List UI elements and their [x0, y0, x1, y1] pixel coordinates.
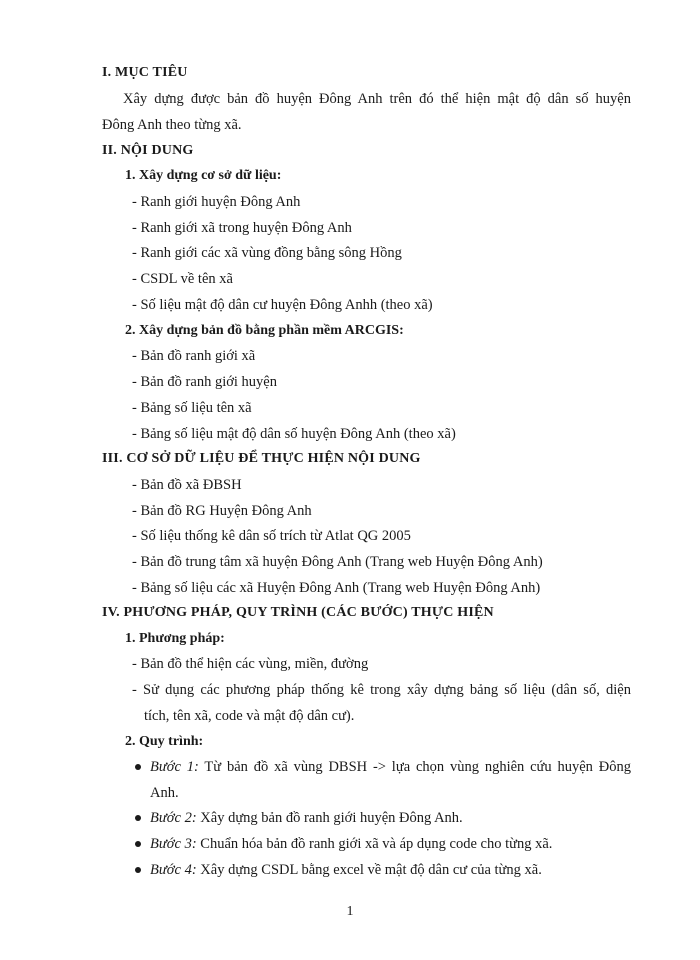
bullet-icon [135, 764, 141, 770]
list-item: - Số liệu mật độ dân cư huyện Đông Anhh (theo xã) [132, 297, 433, 313]
list-item: - Ranh giới huyện Đông Anh [132, 194, 301, 210]
step-text: Chuẩn hóa bản đồ ranh giới xã và áp dụng code cho từng xã. [196, 836, 553, 852]
step-label: Bước 1: [150, 759, 199, 775]
list-item: - Sử dụng các phương pháp thống kê trong xây dựng bảng số liệu (dân số, diện [132, 682, 631, 698]
bullet-icon [135, 867, 141, 873]
list-item: - Bảng số liệu tên xã [132, 400, 252, 416]
step-label: Bước 3: [150, 836, 197, 852]
section-heading-database: III. CƠ SỞ DỮ LIỆU ĐỂ THỰC HIỆN NỘI DUNG [102, 451, 421, 466]
subsection-title-method: 1. Phương pháp: [125, 631, 225, 646]
step-2 [150, 809, 463, 827]
objectives-paragraph-line1: Xây dựng được bản đồ huyện Đông Anh trên đó thể hiện mật độ dân số huyện [123, 91, 631, 107]
list-item: - Bảng số liệu mật độ dân số huyện Đông Anh (theo xã) [132, 426, 456, 442]
step-text: Từ bản đồ xã vùng DBSH -> lựa chọn vùng nghiên cứu huyện Đông [198, 759, 631, 775]
step-1-continuation: Anh. [150, 785, 179, 801]
step-text: Xây dựng bản đồ ranh giới huyện Đông Anh. [196, 810, 463, 826]
list-item: - Bản đồ ranh giới xã [132, 348, 256, 364]
subsection-title-database-build: 1. Xây dựng cơ sở dữ liệu: [125, 168, 282, 183]
list-item: - Ranh giới xã trong huyện Đông Anh [132, 220, 352, 236]
section-heading-content: II. NỘI DUNG [102, 143, 194, 158]
list-item: - Bản đồ xã ĐBSH [132, 477, 242, 493]
list-item: - Bản đồ RG Huyện Đông Anh [132, 503, 312, 519]
list-item: - Bản đồ ranh giới huyện [132, 374, 277, 390]
bullet-icon [135, 841, 141, 847]
step-text: Xây dựng CSDL bằng excel về mật độ dân cư của từng xã. [196, 862, 542, 878]
step-1 [150, 758, 631, 776]
subsection-title-arcgis-map: 2. Xây dựng bản đồ bằng phần mềm ARCGIS: [125, 323, 404, 338]
page-number: 1 [346, 904, 354, 919]
list-item-continuation: tích, tên xã, code và mật độ dân cư). [144, 708, 355, 724]
list-item: - Bảng số liệu các xã Huyện Đông Anh (Trang web Huyện Đông Anh) [132, 580, 541, 596]
step-label: Bước 4: [150, 862, 197, 878]
list-item: - CSDL về tên xã [132, 271, 233, 287]
subsection-title-procedure: 2. Quy trình: [125, 734, 204, 749]
objectives-paragraph-line2: Đông Anh theo từng xã. [102, 117, 242, 133]
step-4 [150, 861, 542, 879]
section-heading-methods: IV. PHƯƠNG PHÁP, QUY TRÌNH (CÁC BƯỚC) THỰC HIỆN [102, 605, 494, 620]
list-item: - Số liệu thống kê dân số trích từ Atlat QG 2005 [132, 528, 411, 544]
bullet-icon [135, 815, 141, 821]
list-item: - Ranh giới các xã vùng đồng bằng sông Hồng [132, 245, 402, 261]
section-heading-objectives: I. MỤC TIÊU [102, 65, 188, 80]
list-item: - Bản đồ trung tâm xã huyện Đông Anh (Trang web Huyện Đông Anh) [132, 554, 543, 570]
step-label: Bước 2: [150, 810, 197, 826]
step-3 [150, 835, 552, 853]
list-item: - Bản đồ thể hiện các vùng, miền, đường [132, 656, 369, 672]
